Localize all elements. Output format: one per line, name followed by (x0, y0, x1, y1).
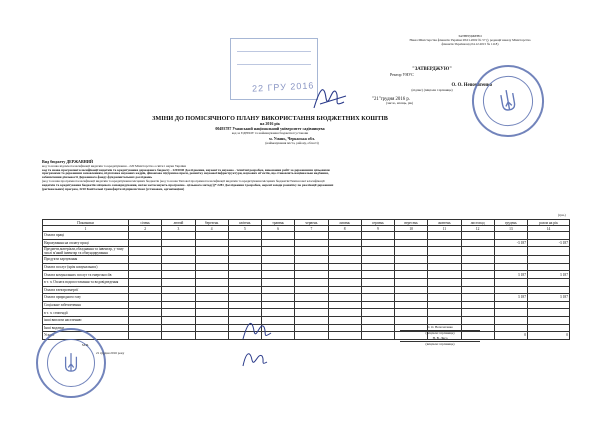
row-month-cell (328, 332, 361, 340)
row-indicator-name: в т. ч. Оплата водопостачання та водовідведення (43, 278, 129, 286)
row-indicator-name: Оплата послуг (крім комунальних) (43, 263, 129, 271)
header-aug: серпень (361, 220, 394, 226)
organization-caption: код за ЄДРПОУ та найменування бюджетної установи (231, 130, 309, 135)
row-month-cell (295, 263, 328, 271)
row-month-cell (395, 247, 428, 256)
row-month-cell (262, 278, 295, 286)
head-caption: (ініціали і прізвище) (425, 330, 455, 335)
row-indicator-name: Нарахування на оплату праці (43, 239, 129, 247)
head-signature-icon (240, 315, 274, 343)
row-month-cell (395, 278, 428, 286)
row-december-value (494, 286, 527, 294)
row-december-value (494, 278, 527, 286)
row-december-value: -3 187 (494, 239, 527, 247)
table-row (43, 332, 570, 340)
row-month-cell (361, 247, 394, 256)
row-month-cell (361, 324, 394, 332)
row-month-cell (162, 271, 195, 279)
row-month-cell (228, 239, 261, 247)
row-month-cell (361, 271, 394, 279)
row-indicator-name: Усього (43, 332, 129, 340)
row-month-cell (129, 324, 162, 332)
classification-line-3: програмами та державним замовленням, підготовка наукових кадрів, фінансова підтримка преси, розвитку наукової інфраструктури, наукових об'єктів, що становлять національне надбання, (42, 171, 329, 176)
organization-name: 00493787 Уманський національний університет садівництва (215, 125, 325, 131)
row-total-value (528, 278, 570, 286)
row-month-cell (162, 278, 195, 286)
row-total-value (528, 316, 570, 324)
row-month-cell (228, 256, 261, 264)
row-month-cell (295, 232, 328, 240)
row-month-cell (428, 301, 461, 309)
header-dec: грудень (494, 220, 527, 226)
received-date-stamp: 22 ГРУ 2016 (251, 80, 315, 94)
col-number: 8 (328, 226, 361, 232)
row-month-cell (295, 309, 328, 317)
row-month-cell (129, 332, 162, 340)
row-month-cell (428, 316, 461, 324)
accountant-signature-icon (240, 346, 270, 370)
document-title: ЗМІНИ ДО ПОМІСЯЧНОГО ПЛАНУ ВИКОРИСТАННЯ БЮДЖЕТНИХ КОШТІВ (152, 115, 388, 122)
table-row (43, 294, 570, 302)
trident-icon (496, 86, 520, 115)
seal-mp-label: М.П. (82, 343, 89, 347)
row-month-cell (262, 286, 295, 294)
row-month-cell (195, 301, 228, 309)
col-number: 4 (195, 226, 228, 232)
sign-date: 21 грудня 2016 року (96, 351, 125, 355)
header-feb: лютий (162, 220, 195, 226)
classification-line-4: забезпечення діяльності Державного фонду фундаментальних досліджень (42, 175, 153, 180)
row-month-cell (262, 232, 295, 240)
approval-date-caption: (число, місяць, рік) (386, 101, 414, 106)
row-month-cell (162, 247, 195, 256)
row-month-cell (195, 278, 228, 286)
budget-type: Вид бюджету ДЕРЖАВНИЙ (42, 159, 93, 164)
row-month-cell (195, 309, 228, 317)
row-month-cell (162, 309, 195, 317)
table-row (43, 271, 570, 279)
row-month-cell (162, 286, 195, 294)
row-month-cell (395, 294, 428, 302)
row-month-cell (195, 232, 228, 240)
row-month-cell (395, 239, 428, 247)
col-number: 1 (43, 226, 129, 232)
row-indicator-name: Продукти харчування (43, 256, 129, 264)
row-month-cell (395, 232, 428, 240)
row-indicator-name: Інші видатки (43, 324, 129, 332)
row-month-cell (361, 263, 394, 271)
row-month-cell (262, 256, 295, 264)
header-jul: липень (328, 220, 361, 226)
row-month-cell (162, 239, 195, 247)
row-month-cell (328, 247, 361, 256)
row-month-cell (328, 294, 361, 302)
head-name: О. О. Непочатенко (400, 326, 480, 331)
classification-line-6: видатків та кредитування бюджетів місцевого самоврядування, які не застосовують програмно - цільового методу))* 2281 Дослідження і розробки, окремі заходи розвитку по реалізації державних (42, 182, 334, 187)
row-december-value (494, 316, 527, 324)
row-month-cell (129, 316, 162, 324)
row-month-cell (228, 301, 261, 309)
row-month-cell (328, 239, 361, 247)
classification-block (42, 160, 572, 191)
row-total-value: 0 (528, 332, 570, 340)
row-month-cell (195, 324, 228, 332)
row-month-cell (328, 271, 361, 279)
row-december-value (494, 324, 527, 332)
row-december-value (494, 301, 527, 309)
row-month-cell (162, 332, 195, 340)
row-month-cell (162, 324, 195, 332)
classification-line-5: (код та назва програмної класифікації видатків та кредитування місцевих бюджетів (код та назва Типової програмної класифікації видатків та кредитування місцевих бюджетів/Тимчасової класифікації (42, 178, 325, 183)
row-month-cell (162, 256, 195, 264)
row-total-value (528, 286, 570, 294)
row-total-value: -3 187 (528, 239, 570, 247)
row-month-cell (328, 263, 361, 271)
row-month-cell (461, 256, 494, 264)
row-month-cell (395, 263, 428, 271)
approval-sign-caption: (підпис) (ініціали і прізвище) (411, 87, 453, 92)
row-month-cell (129, 309, 162, 317)
row-month-cell (262, 301, 295, 309)
row-month-cell (361, 286, 394, 294)
row-december-value (494, 256, 527, 264)
row-month-cell (195, 316, 228, 324)
row-month-cell (228, 232, 261, 240)
row-month-cell (129, 278, 162, 286)
row-month-cell (129, 271, 162, 279)
head-signature-block (400, 326, 480, 336)
row-month-cell (428, 286, 461, 294)
row-month-cell (328, 278, 361, 286)
row-month-cell (328, 309, 361, 317)
row-month-cell (395, 316, 428, 324)
table-row (43, 309, 570, 317)
row-indicator-name: інші виплати населенню (43, 316, 129, 324)
row-month-cell (162, 263, 195, 271)
row-month-cell (361, 256, 394, 264)
row-month-cell (461, 263, 494, 271)
row-month-cell (262, 263, 295, 271)
row-month-cell (361, 232, 394, 240)
row-month-cell (162, 232, 195, 240)
approval-reference-line2: Наказ Міністерства фінансів України 28.01.2002 № 57 (у редакції наказу Міністерства (409, 37, 531, 42)
row-month-cell (228, 247, 261, 256)
table-row (43, 263, 570, 271)
row-december-value (494, 232, 527, 240)
header-jun: червень (295, 220, 328, 226)
row-month-cell (295, 256, 328, 264)
table-row (43, 278, 570, 286)
row-month-cell (129, 239, 162, 247)
row-month-cell (195, 271, 228, 279)
row-indicator-name: Предмети,матеріали,обладнання та інвентар, у тому числі м'який інвентар та обмундирування (43, 247, 129, 256)
document-year: на 2016 рік (260, 121, 280, 126)
row-month-cell (162, 294, 195, 302)
row-month-cell (395, 256, 428, 264)
row-indicator-name: Оплата природного газу (43, 294, 129, 302)
row-month-cell (129, 294, 162, 302)
row-month-cell (195, 256, 228, 264)
row-month-cell (395, 286, 428, 294)
row-month-cell (461, 247, 494, 256)
col-number: 2 (129, 226, 162, 232)
row-month-cell (195, 332, 228, 340)
row-december-value (494, 309, 527, 317)
col-number: 7 (295, 226, 328, 232)
accountant-signature-block (400, 337, 480, 347)
row-indicator-name: Оплата праці (43, 232, 129, 240)
classification-line-1: код та назва відомчої класифікації видатків та кредитування - 220 Міністерство освіти і науки України (42, 163, 187, 168)
row-month-cell (129, 256, 162, 264)
row-month-cell (295, 278, 328, 286)
row-month-cell (228, 263, 261, 271)
col-number: 9 (361, 226, 394, 232)
row-month-cell (461, 309, 494, 317)
row-total-value (528, 247, 570, 256)
classification-line-2: код та назва програмної класифікації видатків та кредитування державного бюджету - 2201040 Дослідження, наукові та науково - технічні розробки, виконання робіт за державними цільовими (42, 167, 330, 172)
row-month-cell (195, 294, 228, 302)
row-month-cell (428, 247, 461, 256)
row-indicator-name: в т. ч. стипендії (43, 309, 129, 317)
row-month-cell (328, 232, 361, 240)
approval-reference-line1: ЗАТВЕРДЖЕНО (458, 34, 482, 38)
table-row (43, 324, 570, 332)
row-month-cell (395, 309, 428, 317)
row-total-value (528, 232, 570, 240)
header-mar: березень (195, 220, 228, 226)
approval-position: Ректор УНУС (390, 71, 414, 77)
row-month-cell (295, 324, 328, 332)
row-month-cell (461, 294, 494, 302)
row-month-cell (295, 239, 328, 247)
row-month-cell (361, 294, 394, 302)
row-month-cell (262, 239, 295, 247)
table-row (43, 239, 570, 247)
row-month-cell (461, 278, 494, 286)
row-indicator-name: Соціальне забезпечення (43, 301, 129, 309)
row-month-cell (129, 286, 162, 294)
row-indicator-name: Оплата комунальних послуг та енергоносіїв (43, 271, 129, 279)
header-total: разом на рік (528, 220, 570, 226)
unit-label: (грн.) (558, 213, 566, 217)
row-month-cell (195, 247, 228, 256)
approval-reference-line3: фінансів України від 04.12.2015 № 1118) (441, 41, 499, 46)
row-month-cell (361, 301, 394, 309)
row-month-cell (328, 316, 361, 324)
table-row (43, 256, 570, 264)
plan-table-wrap (42, 219, 570, 340)
table-row (43, 316, 570, 324)
row-month-cell (461, 239, 494, 247)
row-month-cell (295, 247, 328, 256)
row-december-value (494, 247, 527, 256)
col-number: 14 (528, 226, 570, 232)
row-total-value (528, 301, 570, 309)
trident-icon (62, 351, 80, 375)
row-month-cell (328, 324, 361, 332)
city-name: м. Умань, Черкаська обл. (269, 136, 315, 142)
col-number: 6 (262, 226, 295, 232)
row-month-cell (295, 332, 328, 340)
row-month-cell (428, 263, 461, 271)
row-month-cell (295, 271, 328, 279)
header-apr: квітень (228, 220, 261, 226)
row-total-value (528, 324, 570, 332)
row-month-cell (361, 316, 394, 324)
row-month-cell (395, 301, 428, 309)
row-month-cell (262, 247, 295, 256)
header-may: травень (262, 220, 295, 226)
row-month-cell (262, 271, 295, 279)
col-number: 10 (395, 226, 428, 232)
row-indicator-name: Оплата електроенергії (43, 286, 129, 294)
row-month-cell (228, 294, 261, 302)
accountant-caption: (ініціали і прізвище) (425, 341, 455, 346)
row-month-cell (361, 239, 394, 247)
row-month-cell (129, 232, 162, 240)
table-row (43, 301, 570, 309)
city-caption: (найменування міста, району, області) (265, 141, 319, 146)
approval-signer: О. О. Непочатенко (451, 83, 492, 89)
row-month-cell (428, 294, 461, 302)
row-month-cell (395, 271, 428, 279)
row-total-value: 3 187 (528, 271, 570, 279)
row-month-cell (162, 301, 195, 309)
col-number: 5 (228, 226, 261, 232)
row-month-cell (295, 316, 328, 324)
document-title-block (80, 115, 460, 146)
accountant-name: Н. В. Лиса (400, 337, 480, 342)
row-month-cell (428, 309, 461, 317)
plan-table (42, 219, 570, 340)
header-nov: листопад (461, 220, 494, 226)
row-month-cell (228, 278, 261, 286)
table-row (43, 247, 570, 256)
row-month-cell (228, 286, 261, 294)
row-december-value: 3 187 (494, 271, 527, 279)
row-month-cell (295, 301, 328, 309)
row-month-cell (461, 301, 494, 309)
row-month-cell (195, 239, 228, 247)
row-month-cell (195, 286, 228, 294)
row-month-cell (428, 232, 461, 240)
classification-line-7: (регіональних) програм, 3210 Капітальні трансферти підприємствам (установам, організаціям) (42, 186, 185, 191)
table-row (43, 286, 570, 294)
col-number: 11 (428, 226, 461, 232)
row-month-cell (129, 247, 162, 256)
row-december-value (494, 263, 527, 271)
row-month-cell (295, 294, 328, 302)
row-december-value: 0 (494, 332, 527, 340)
row-month-cell (162, 316, 195, 324)
row-month-cell (461, 286, 494, 294)
row-month-cell (428, 239, 461, 247)
row-month-cell (129, 263, 162, 271)
header-oct: жовтень (428, 220, 461, 226)
header-sep: вересень (395, 220, 428, 226)
row-month-cell (428, 278, 461, 286)
header-jan: січень (129, 220, 162, 226)
row-month-cell (328, 256, 361, 264)
row-month-cell (461, 232, 494, 240)
approval-date: "21"грудня 2016 р. (372, 96, 410, 102)
row-month-cell (428, 256, 461, 264)
row-month-cell (361, 278, 394, 286)
treasury-signature-icon (310, 78, 350, 114)
row-total-value (528, 309, 570, 317)
header-indicators: Показники (43, 220, 129, 226)
row-month-cell (461, 316, 494, 324)
row-month-cell (361, 309, 394, 317)
row-month-cell (461, 271, 494, 279)
row-december-value: 3 187 (494, 294, 527, 302)
approval-heading: "ЗАТВЕРДЖУЮ" (412, 67, 452, 72)
row-month-cell (129, 301, 162, 309)
university-seal (36, 328, 106, 398)
row-month-cell (195, 263, 228, 271)
row-month-cell (428, 271, 461, 279)
col-number: 12 (461, 226, 494, 232)
row-month-cell (328, 286, 361, 294)
row-month-cell (328, 301, 361, 309)
row-month-cell (228, 271, 261, 279)
row-total-value: 3 187 (528, 294, 570, 302)
row-total-value (528, 256, 570, 264)
col-number: 13 (494, 226, 527, 232)
row-month-cell (361, 332, 394, 340)
col-number: 3 (162, 226, 195, 232)
table-row (43, 232, 570, 240)
approval-reference-note (370, 35, 570, 46)
row-month-cell (262, 294, 295, 302)
row-month-cell (295, 286, 328, 294)
row-total-value (528, 263, 570, 271)
